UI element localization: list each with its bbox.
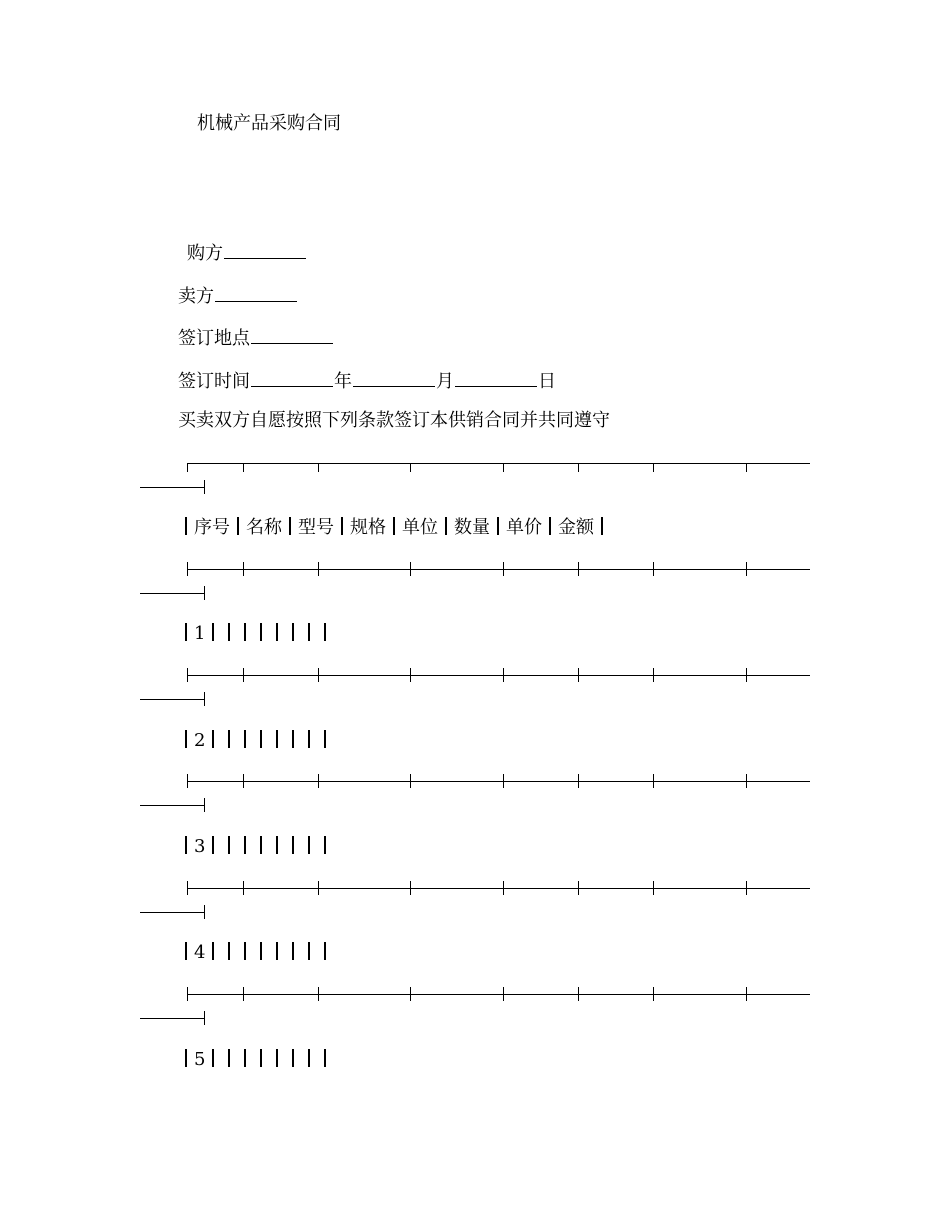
cell-border [276, 730, 278, 748]
cell-border [244, 730, 246, 748]
buyer-label: 购方 [187, 243, 223, 264]
cell-border [185, 836, 187, 854]
table-rule-end [204, 798, 205, 812]
cell-border [393, 517, 395, 535]
cell-border [276, 836, 278, 854]
table-rule-tick [653, 562, 654, 576]
table-rule-tick [318, 463, 319, 472]
table-rule-line [187, 781, 810, 782]
seller-label: 卖方 [178, 286, 214, 307]
table-rule-end [204, 586, 205, 600]
cell-border [185, 517, 187, 535]
table-rule-end [204, 905, 205, 919]
time-label: 签订时间 [178, 371, 250, 392]
cell-border [324, 623, 326, 641]
cell-border [244, 623, 246, 641]
cell-border [308, 942, 310, 960]
month-label: 月 [436, 371, 454, 392]
table-rule-tick [243, 463, 244, 472]
cell-border [308, 730, 310, 748]
cell-border [228, 1049, 230, 1067]
table-rule-tick [746, 774, 747, 788]
buyer-field [187, 240, 307, 265]
cell-border [292, 730, 294, 748]
cell-border [228, 836, 230, 854]
table-rule-end [204, 480, 205, 494]
table-rule-wrap [140, 699, 205, 700]
table-rule-tick [410, 562, 411, 576]
cell-border [276, 1049, 278, 1067]
cell-border [292, 623, 294, 641]
cell-border [212, 730, 214, 748]
header-cell-price: 单价 [506, 517, 542, 538]
cell-border [497, 517, 499, 535]
table-rule-tick [503, 774, 504, 788]
cell-border [244, 1049, 246, 1067]
table-rule-wrap [140, 487, 205, 488]
cell-border [244, 942, 246, 960]
cell-border [292, 942, 294, 960]
header-cell-qty: 数量 [454, 517, 490, 538]
cell-border [244, 836, 246, 854]
place-blank [251, 325, 333, 344]
table-rule-tick [746, 881, 747, 895]
table-rule-tick [318, 881, 319, 895]
cell-border [212, 942, 214, 960]
header-cell-seq: 序号 [194, 517, 230, 538]
table-rule-end [204, 692, 205, 706]
table-rule-tick [187, 668, 188, 682]
place-field [178, 325, 334, 350]
table-rule-wrap [140, 912, 205, 913]
table-rule-tick [243, 774, 244, 788]
cell-border [228, 942, 230, 960]
day-label: 日 [538, 371, 556, 392]
table-rule-tick [243, 668, 244, 682]
table-rule-tick [318, 774, 319, 788]
cell-border [237, 517, 239, 535]
table-rule-tick [746, 463, 747, 472]
cell-border [212, 836, 214, 854]
table-rule-tick [578, 774, 579, 788]
table-rule-tick [653, 987, 654, 1001]
table-rule-tick [187, 881, 188, 895]
cell-border [260, 942, 262, 960]
cell-border [308, 836, 310, 854]
cell-border [324, 942, 326, 960]
table-rule-tick [578, 463, 579, 472]
row-number: 1 [194, 623, 206, 644]
cell-border [292, 836, 294, 854]
table-rule-line [187, 888, 810, 889]
table-rule-tick [653, 881, 654, 895]
table-rule-tick [503, 987, 504, 1001]
table-rule-tick [578, 987, 579, 1001]
header-cell-unit: 单位 [402, 517, 438, 538]
table-rule-tick [653, 668, 654, 682]
time-blank [251, 368, 333, 387]
cell-border [324, 836, 326, 854]
cell-border [212, 623, 214, 641]
header-cell-spec: 规格 [350, 517, 386, 538]
table-rule-tick [318, 987, 319, 1001]
table-rule-tick [187, 774, 188, 788]
table-header-row [185, 517, 610, 539]
table-rule-tick [410, 463, 411, 472]
table-rule-wrap [140, 1018, 205, 1019]
cell-border [324, 730, 326, 748]
seller-field [178, 283, 298, 308]
cell-border [276, 942, 278, 960]
table-rule-tick [503, 881, 504, 895]
row-number: 3 [194, 836, 206, 857]
table-rule-tick [318, 668, 319, 682]
table-rule-line [187, 463, 810, 464]
table-rule-tick [503, 463, 504, 472]
table-rule-line [187, 569, 810, 570]
cell-border [260, 730, 262, 748]
table-rule-line [187, 675, 810, 676]
table-rule-line [187, 994, 810, 995]
table-rule-tick [578, 881, 579, 895]
cell-border [185, 1049, 187, 1067]
table-row [185, 730, 333, 752]
table-rule-wrap [140, 805, 205, 806]
cell-border [276, 623, 278, 641]
table-rule-tick [653, 463, 654, 472]
cell-border [341, 517, 343, 535]
table-rule-tick [410, 987, 411, 1001]
table-rule-tick [578, 668, 579, 682]
table-rule-tick [503, 668, 504, 682]
table-rule-tick [410, 774, 411, 788]
cell-border [212, 1049, 214, 1067]
header-cell-name: 名称 [246, 517, 282, 538]
table-rule-tick [746, 668, 747, 682]
table-rule-end [204, 1011, 205, 1025]
table-rule-tick [187, 463, 188, 472]
table-rule-tick [243, 987, 244, 1001]
cell-border [185, 623, 187, 641]
row-number: 5 [194, 1049, 206, 1070]
cell-border [260, 1049, 262, 1067]
cell-border [228, 730, 230, 748]
buyer-blank [224, 240, 306, 259]
cell-border [292, 1049, 294, 1067]
table-rule-tick [578, 562, 579, 576]
table-rule-tick [746, 987, 747, 1001]
cell-border [308, 623, 310, 641]
table-row [185, 1049, 333, 1071]
row-number: 4 [194, 942, 206, 963]
table-rule-tick [243, 562, 244, 576]
place-label: 签订地点 [178, 328, 250, 349]
intro-text: 买卖双方自愿按照下列条款签订本供销合同并共同遵守 [178, 410, 610, 431]
table-rule-tick [653, 774, 654, 788]
cell-border [185, 942, 187, 960]
cell-border [260, 836, 262, 854]
document-title: 机械产品采购合同 [197, 113, 341, 134]
cell-border [324, 1049, 326, 1067]
time-field [178, 368, 556, 393]
cell-border [308, 1049, 310, 1067]
year-blank [353, 368, 435, 387]
table-row [185, 942, 333, 964]
cell-border [549, 517, 551, 535]
header-cell-amount: 金额 [558, 517, 594, 538]
table-rule-tick [187, 562, 188, 576]
table-rule-tick [410, 881, 411, 895]
table-rule-tick [243, 881, 244, 895]
table-rule-tick [187, 987, 188, 1001]
table-rule-tick [746, 562, 747, 576]
cell-border [445, 517, 447, 535]
month-blank [455, 368, 537, 387]
table-row [185, 623, 333, 645]
table-rule-tick [410, 668, 411, 682]
cell-border [228, 623, 230, 641]
header-cell-model: 型号 [298, 517, 334, 538]
table-rule-tick [318, 562, 319, 576]
cell-border [260, 623, 262, 641]
cell-border [185, 730, 187, 748]
cell-border [601, 517, 603, 535]
table-rule-tick [503, 562, 504, 576]
seller-blank [215, 283, 297, 302]
cell-border [289, 517, 291, 535]
year-label: 年 [334, 371, 352, 392]
row-number: 2 [194, 730, 206, 751]
table-rule-wrap [140, 593, 205, 594]
table-row [185, 836, 333, 858]
